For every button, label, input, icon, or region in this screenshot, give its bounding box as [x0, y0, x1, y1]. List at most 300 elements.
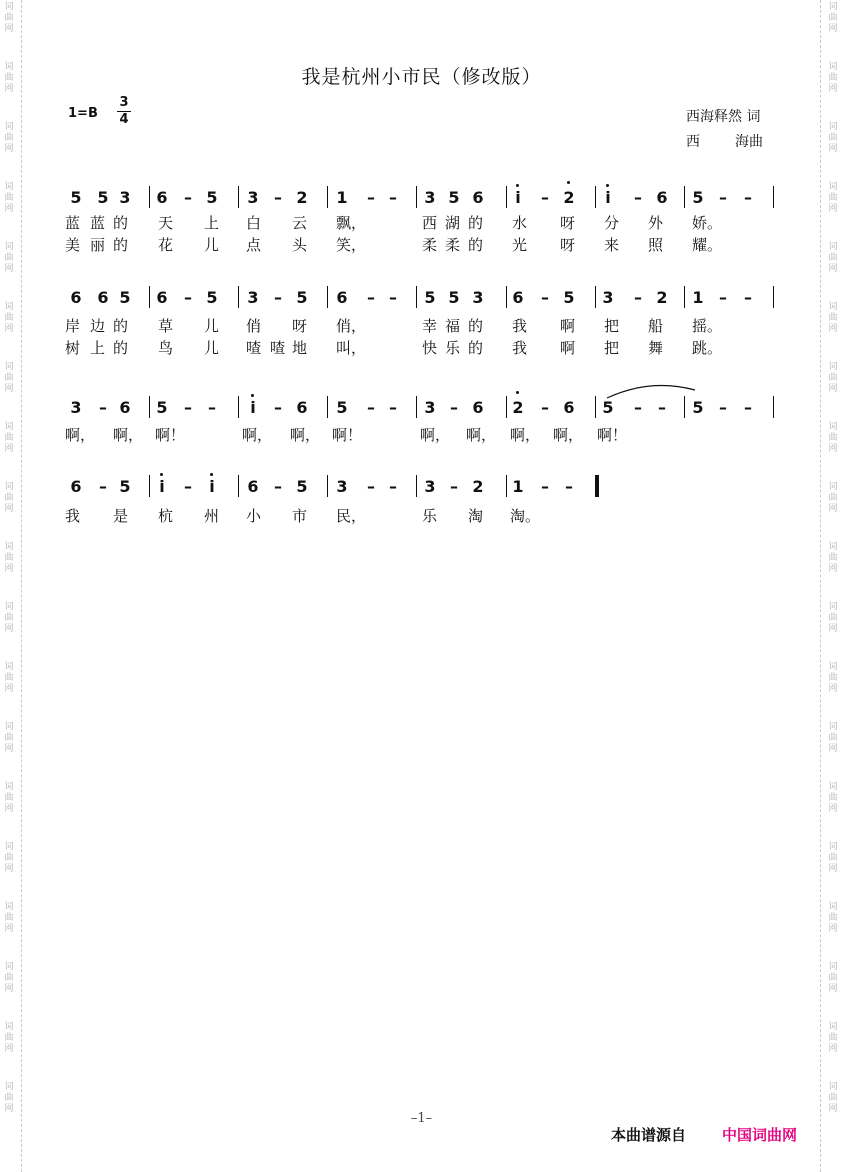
side-watermark-char: 曲 — [828, 793, 838, 803]
lyric-syllable: 俏 — [246, 317, 262, 335]
side-watermark-char: 曲 — [4, 313, 14, 323]
side-watermark-char: 网 — [828, 924, 838, 934]
note: 1 — [336, 188, 348, 207]
side-watermark-char: 网 — [4, 264, 14, 274]
side-watermark-char: 曲 — [828, 193, 838, 203]
lyric-syllable: 分 — [604, 214, 620, 232]
note: 6 — [247, 477, 259, 496]
lyric-syllable: 头 — [292, 236, 308, 254]
note: 2 — [296, 188, 308, 207]
side-watermark-char: 曲 — [4, 13, 14, 23]
side-watermark-char: 词 — [828, 662, 838, 672]
side-watermark-char: 网 — [4, 1104, 14, 1114]
side-watermark-char: 网 — [4, 924, 14, 934]
note: 6 — [656, 188, 668, 207]
note: i — [605, 188, 611, 207]
lyric-syllable: 啊， — [466, 426, 497, 444]
dash-note: – — [208, 398, 216, 417]
note: 5 — [563, 288, 575, 307]
side-watermark-char: 词 — [828, 2, 838, 12]
side-watermark-char: 网 — [828, 984, 838, 994]
side-watermark — [826, 362, 840, 395]
lyric-syllable: 水 — [512, 214, 528, 232]
barline — [595, 396, 596, 418]
side-watermark-char: 曲 — [4, 1033, 14, 1043]
side-watermark-char: 词 — [828, 302, 838, 312]
side-watermark-char: 词 — [4, 482, 14, 492]
side-watermark-char: 网 — [828, 624, 838, 634]
lyric-syllable: 的 — [113, 339, 129, 357]
side-watermark-char: 词 — [828, 1022, 838, 1032]
lyric-syllable: 船 — [648, 317, 664, 335]
dash-note: – — [184, 288, 192, 307]
side-watermark-char: 曲 — [828, 253, 838, 263]
score-title: 我是杭州小市民（修改版） — [301, 66, 542, 88]
dash-note: – — [744, 188, 752, 207]
side-watermark-char: 曲 — [4, 493, 14, 503]
note: i — [250, 398, 256, 417]
dash-note: – — [274, 398, 282, 417]
lyric-syllable: 我 — [512, 317, 528, 335]
barline — [149, 186, 150, 208]
side-watermark-char: 词 — [4, 62, 14, 72]
lyric-syllable: 笑， — [336, 236, 367, 254]
composer-credit — [686, 131, 763, 151]
barline — [773, 186, 774, 208]
side-watermark-char: 词 — [4, 182, 14, 192]
side-watermark — [826, 902, 840, 935]
source-brand-link[interactable]: 中国词曲网 — [722, 1126, 798, 1144]
side-watermark — [826, 422, 840, 455]
side-watermark-char: 词 — [4, 782, 14, 792]
note: 3 — [119, 188, 131, 207]
note: i — [515, 188, 521, 207]
dash-note: – — [634, 288, 642, 307]
side-watermark-char: 网 — [828, 1044, 838, 1054]
note: 3 — [424, 188, 436, 207]
side-watermark-char: 词 — [828, 422, 838, 432]
dash-note: – — [99, 398, 107, 417]
side-watermark-char: 词 — [828, 602, 838, 612]
note: 5 — [119, 288, 131, 307]
note: 6 — [97, 288, 109, 307]
lyric-syllable: 上 — [90, 339, 106, 357]
dash-note: – — [450, 398, 458, 417]
note: 6 — [70, 477, 82, 496]
side-watermark-char: 网 — [828, 804, 838, 814]
side-watermark-char: 网 — [828, 864, 838, 874]
side-watermark — [2, 602, 16, 635]
lyric-syllable: 云 — [292, 214, 308, 232]
barline — [595, 186, 596, 208]
time-sig-bottom: 4 — [119, 112, 129, 127]
side-watermark-char: 网 — [828, 1104, 838, 1114]
side-watermark — [2, 122, 16, 155]
side-watermark-char: 词 — [828, 122, 838, 132]
double-barline — [595, 475, 599, 497]
barline — [238, 475, 239, 497]
side-watermark — [826, 122, 840, 155]
dash-note: – — [274, 477, 282, 496]
lyric-syllable: 西 — [422, 214, 438, 232]
barline — [595, 286, 596, 308]
side-watermark-char: 曲 — [828, 553, 838, 563]
side-watermark-char: 词 — [4, 302, 14, 312]
side-watermark-char: 网 — [4, 804, 14, 814]
time-sig-top: 3 — [119, 95, 129, 110]
note: 5 — [70, 188, 82, 207]
side-watermark-char: 网 — [828, 564, 838, 574]
dash-note: – — [389, 188, 397, 207]
note: 3 — [472, 288, 484, 307]
lyric-syllable: 舞 — [648, 339, 664, 357]
lyric-syllable: 乐 — [422, 507, 438, 525]
side-watermark-char: 网 — [4, 324, 14, 334]
side-watermark — [2, 422, 16, 455]
lyric-syllable: 啊， — [290, 426, 321, 444]
barline — [238, 396, 239, 418]
note: 6 — [563, 398, 575, 417]
left-margin-line — [21, 0, 22, 1172]
note: 6 — [472, 398, 484, 417]
octave-dot-above — [516, 184, 519, 187]
lyric-syllable: 柔 — [422, 236, 438, 254]
side-watermark — [2, 482, 16, 515]
dash-note: – — [541, 477, 549, 496]
note: 3 — [424, 398, 436, 417]
lyric-syllable: 啊！ — [155, 426, 186, 444]
dash-note: – — [274, 288, 282, 307]
dash-note: – — [274, 188, 282, 207]
lyric-syllable: 儿 — [204, 236, 220, 254]
barline — [506, 396, 507, 418]
octave-dot-above — [160, 473, 163, 476]
side-watermark-char: 网 — [4, 444, 14, 454]
side-watermark-char: 词 — [828, 62, 838, 72]
side-watermark — [826, 2, 840, 35]
side-watermark — [2, 722, 16, 755]
lyric-syllable: 上 — [204, 214, 220, 232]
barline — [416, 286, 417, 308]
side-watermark-char: 网 — [828, 324, 838, 334]
lyric-syllable: 的 — [113, 317, 129, 335]
side-watermark — [2, 902, 16, 935]
side-watermark-char: 词 — [4, 242, 14, 252]
lyric-syllable: 啊， — [113, 426, 144, 444]
note: 5 — [206, 188, 218, 207]
note: 6 — [156, 288, 168, 307]
dash-note: – — [389, 398, 397, 417]
side-watermark — [2, 2, 16, 35]
lyric-syllable: 娇。 — [692, 214, 723, 232]
lyric-syllable: 丽 — [90, 236, 106, 254]
side-watermark-char: 曲 — [4, 193, 14, 203]
side-watermark-char: 网 — [4, 744, 14, 754]
lyric-syllable: 啊， — [420, 426, 451, 444]
lyric-syllable: 啊， — [242, 426, 273, 444]
composer-credit-part: 西 — [686, 134, 700, 150]
dash-note: – — [719, 188, 727, 207]
dash-note: – — [389, 477, 397, 496]
side-watermark-char: 曲 — [828, 313, 838, 323]
barline — [149, 475, 150, 497]
lyric-syllable: 淘。 — [510, 507, 541, 525]
lyric-syllable: 蓝 — [65, 214, 81, 232]
side-watermark-char: 网 — [4, 564, 14, 574]
note: 6 — [70, 288, 82, 307]
lyric-syllable: 啊！ — [332, 426, 363, 444]
lyric-syllable: 我 — [65, 507, 81, 525]
side-watermark — [2, 302, 16, 335]
dash-note: – — [367, 188, 375, 207]
side-watermark-char: 网 — [828, 384, 838, 394]
lyric-syllable: 飘， — [336, 214, 367, 232]
source-label: 本曲谱源自 — [611, 1126, 687, 1144]
lyric-syllable: 快 — [422, 339, 438, 357]
side-watermark-char: 曲 — [828, 13, 838, 23]
lyric-syllable: 小 — [246, 507, 262, 525]
side-watermark-char: 网 — [828, 84, 838, 94]
side-watermark-char: 词 — [4, 1022, 14, 1032]
lyric-syllable: 树 — [65, 339, 81, 357]
note: 3 — [424, 477, 436, 496]
side-watermark-char: 曲 — [4, 253, 14, 263]
note: 5 — [448, 288, 460, 307]
side-watermark-char: 曲 — [4, 913, 14, 923]
side-watermark-char: 曲 — [828, 1033, 838, 1043]
lyric-syllable: 蓝 — [90, 214, 106, 232]
dash-note: – — [99, 477, 107, 496]
side-watermark — [826, 1022, 840, 1055]
side-watermark-char: 词 — [828, 842, 838, 852]
lyric-syllable: 俏， — [336, 317, 367, 335]
side-watermark-char: 网 — [828, 264, 838, 274]
lyric-syllable: 啊， — [510, 426, 541, 444]
note: 2 — [656, 288, 668, 307]
side-watermark-char: 曲 — [828, 73, 838, 83]
side-watermark-char: 网 — [4, 864, 14, 874]
side-watermark-char: 词 — [828, 542, 838, 552]
note: 6 — [472, 188, 484, 207]
note: 2 — [563, 188, 575, 207]
lyric-syllable: 草 — [158, 317, 174, 335]
side-watermark — [2, 662, 16, 695]
lyric-syllable: 外 — [648, 214, 664, 232]
barline — [149, 286, 150, 308]
page-number-value: 1 — [417, 1111, 426, 1126]
lyric-syllable: 呀 — [560, 236, 576, 254]
lyric-syllable: 柔 — [445, 236, 461, 254]
side-watermark-char: 网 — [4, 384, 14, 394]
right-margin-line — [820, 0, 821, 1172]
side-watermark-char: 曲 — [828, 973, 838, 983]
side-watermark-char: 词 — [4, 1082, 14, 1092]
note: 5 — [296, 477, 308, 496]
lyric-syllable: 喳 — [270, 339, 286, 357]
lyric-syllable: 幸 — [422, 317, 438, 335]
slur — [605, 382, 705, 402]
dash-note: – — [367, 288, 375, 307]
side-watermark-char: 曲 — [4, 1093, 14, 1103]
side-watermark — [2, 1022, 16, 1055]
note: 3 — [247, 288, 259, 307]
note: 5 — [692, 398, 704, 417]
lyric-syllable: 美 — [65, 236, 81, 254]
dash-note: – — [450, 477, 458, 496]
note: 1 — [692, 288, 704, 307]
lyric-syllable: 把 — [604, 339, 620, 357]
side-watermark — [826, 242, 840, 275]
barline — [238, 286, 239, 308]
side-watermark — [2, 242, 16, 275]
note: 5 — [448, 188, 460, 207]
lyric-syllable: 把 — [604, 317, 620, 335]
lyric-syllable: 杭 — [158, 507, 174, 525]
side-watermark-char: 曲 — [4, 433, 14, 443]
side-watermark-char: 曲 — [4, 73, 14, 83]
note: 3 — [70, 398, 82, 417]
side-watermark-char: 曲 — [4, 793, 14, 803]
side-watermark-char: 网 — [828, 24, 838, 34]
dash-note: – — [184, 477, 192, 496]
dash-note: – — [719, 288, 727, 307]
side-watermark-char: 曲 — [828, 673, 838, 683]
side-watermark-char: 曲 — [828, 913, 838, 923]
dash-note: – — [634, 398, 642, 417]
barline — [506, 286, 507, 308]
lyric-syllable: 啊 — [560, 317, 576, 335]
dash-note: – — [541, 398, 549, 417]
side-watermark — [2, 362, 16, 395]
side-watermark-char: 词 — [828, 242, 838, 252]
side-watermark-char: 词 — [4, 722, 14, 732]
lyric-syllable: 的 — [468, 317, 484, 335]
lyric-syllable: 鸟 — [158, 339, 174, 357]
side-watermark-char: 曲 — [828, 133, 838, 143]
lyric-syllable: 边 — [90, 317, 106, 335]
lyric-syllable: 白 — [246, 214, 262, 232]
side-watermark-char: 网 — [4, 624, 14, 634]
octave-dot-above — [251, 394, 254, 397]
side-watermark — [2, 842, 16, 875]
barline — [327, 475, 328, 497]
dash-note: – — [744, 288, 752, 307]
lyric-syllable: 的 — [468, 214, 484, 232]
dash-note: – — [634, 188, 642, 207]
side-watermark-char: 曲 — [4, 553, 14, 563]
side-watermark-char: 词 — [4, 422, 14, 432]
side-watermark-char: 曲 — [4, 613, 14, 623]
octave-dot-below — [516, 391, 519, 394]
lyric-syllable: 的 — [468, 339, 484, 357]
lyric-syllable: 儿 — [204, 317, 220, 335]
lyric-syllable: 呀 — [560, 214, 576, 232]
side-watermark-char: 曲 — [828, 493, 838, 503]
lyric-syllable: 我 — [512, 339, 528, 357]
page-number: –1– — [410, 1111, 433, 1126]
note: 5 — [97, 188, 109, 207]
side-watermark-char: 网 — [4, 84, 14, 94]
dash-note: – — [367, 477, 375, 496]
lyricist-credit: 西海释然 词 — [686, 109, 761, 125]
barline — [327, 396, 328, 418]
note: 5 — [156, 398, 168, 417]
side-watermark — [826, 182, 840, 215]
barline — [684, 286, 685, 308]
lyric-syllable: 天 — [158, 214, 174, 232]
octave-dot-above — [606, 184, 609, 187]
lyric-syllable: 啊， — [553, 426, 584, 444]
lyric-syllable: 光 — [512, 236, 528, 254]
side-watermark — [826, 722, 840, 755]
dash-note: – — [184, 398, 192, 417]
side-watermark-char: 网 — [4, 1044, 14, 1054]
side-watermark-char: 曲 — [4, 733, 14, 743]
side-watermark-char: 网 — [4, 684, 14, 694]
note: 6 — [512, 288, 524, 307]
lyric-syllable: 地 — [292, 339, 308, 357]
side-watermark — [826, 842, 840, 875]
note: 5 — [692, 188, 704, 207]
lyric-syllable: 的 — [113, 214, 129, 232]
lyric-syllable: 岸 — [65, 317, 81, 335]
side-watermark-char: 曲 — [828, 613, 838, 623]
side-watermark-char: 词 — [4, 362, 14, 372]
side-watermark-char: 网 — [828, 204, 838, 214]
barline — [327, 186, 328, 208]
lyric-syllable: 喳 — [246, 339, 262, 357]
side-watermark-char: 词 — [4, 662, 14, 672]
barline — [327, 286, 328, 308]
side-watermark-char: 词 — [828, 482, 838, 492]
key-signature: 1=B — [68, 106, 98, 121]
side-watermark-char: 词 — [4, 122, 14, 132]
side-watermark-char: 词 — [4, 842, 14, 852]
lyric-syllable: 耀。 — [692, 236, 723, 254]
note: 2 — [512, 398, 524, 417]
note: i — [159, 477, 165, 496]
dash-note: – — [389, 288, 397, 307]
note: 5 — [424, 288, 436, 307]
barline — [416, 396, 417, 418]
side-watermark-char: 网 — [828, 504, 838, 514]
side-watermark-char: 词 — [4, 542, 14, 552]
side-watermark-char: 网 — [828, 144, 838, 154]
side-watermark-char: 词 — [4, 2, 14, 12]
dash-note: – — [719, 398, 727, 417]
side-watermark-char: 网 — [828, 444, 838, 454]
side-watermark — [826, 602, 840, 635]
lyric-syllable: 叫， — [336, 339, 367, 357]
lyric-syllable: 淘 — [468, 507, 484, 525]
side-watermark-char: 网 — [4, 504, 14, 514]
side-watermark — [826, 482, 840, 515]
side-watermark — [2, 782, 16, 815]
side-watermark-char: 曲 — [4, 973, 14, 983]
side-watermark-char: 网 — [4, 204, 14, 214]
note: 5 — [119, 477, 131, 496]
note: 3 — [247, 188, 259, 207]
octave-dot-below — [567, 181, 570, 184]
dash-note: – — [565, 477, 573, 496]
side-watermark — [826, 542, 840, 575]
lyric-syllable: 呀 — [292, 317, 308, 335]
side-watermark-char: 词 — [828, 962, 838, 972]
side-watermark-char: 网 — [828, 684, 838, 694]
note: 3 — [336, 477, 348, 496]
barline — [506, 475, 507, 497]
lyric-syllable: 州 — [204, 507, 220, 525]
